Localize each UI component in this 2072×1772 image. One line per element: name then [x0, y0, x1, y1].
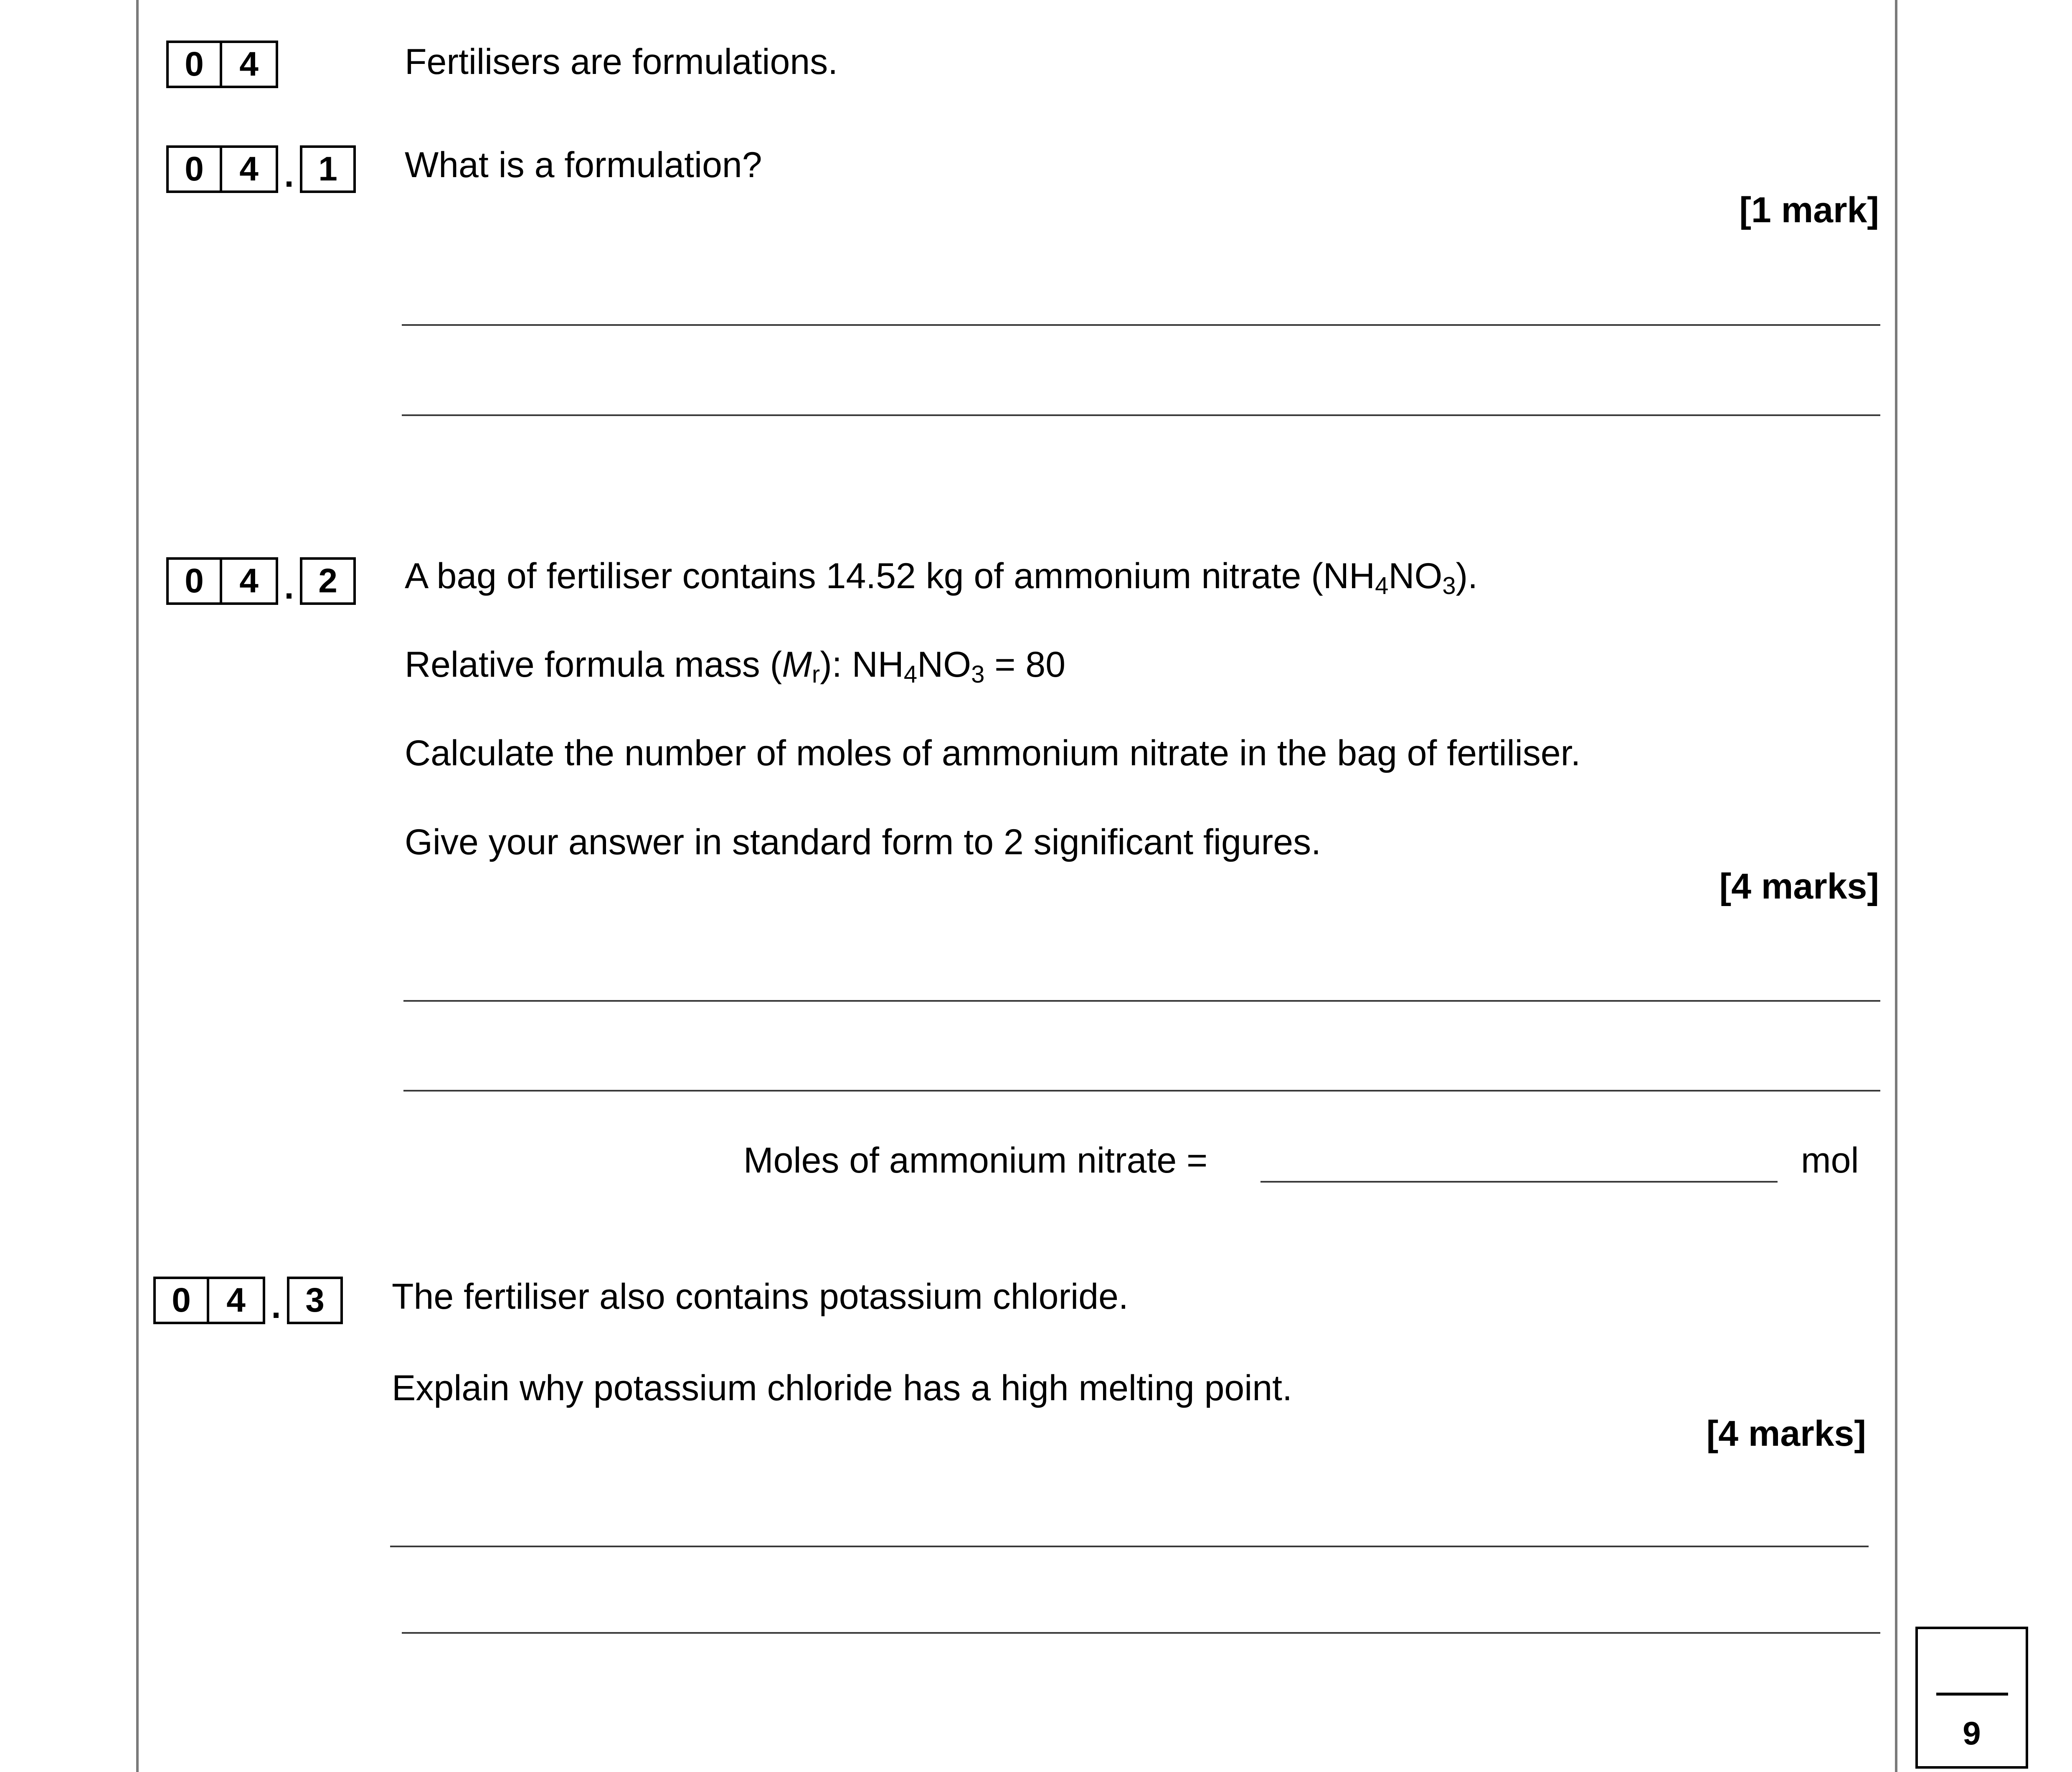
- text-segment: Relative formula mass (: [405, 645, 782, 685]
- score-divider: [1936, 1693, 2008, 1696]
- text-segment: ): NH: [820, 645, 904, 685]
- question-04-2-marks: [4 marks]: [1719, 866, 1879, 906]
- text-segment: A bag of fertiliser contains 14.52 kg of ammonium nitrate (NH: [405, 556, 1375, 596]
- question-part-digit: 2: [300, 557, 356, 605]
- answer-unit: mol: [1801, 1140, 1859, 1180]
- text-segment: NO: [917, 645, 971, 685]
- question-digit: 4: [209, 1277, 265, 1324]
- question-number-04: [166, 41, 278, 88]
- question-04-2-line2: [405, 645, 1066, 688]
- question-04-3-line1: The fertiliser also contains potassium chloride.: [392, 1277, 1129, 1317]
- subscript: 4: [903, 661, 918, 688]
- question-digit: 4: [222, 41, 278, 88]
- italic-symbol: M: [782, 645, 812, 685]
- text-segment: NO: [1388, 556, 1443, 596]
- question-04-3-line2: Explain why potassium chloride has a high melting point.: [392, 1368, 1292, 1408]
- question-digit: 4: [222, 557, 278, 605]
- answer-line[interactable]: [390, 1546, 1869, 1547]
- question-04-intro: Fertilisers are formulations.: [405, 42, 838, 82]
- question-04-2-line3: Calculate the number of moles of ammonium nitrate in the bag of fertiliser.: [405, 733, 1581, 773]
- question-digit: 0: [153, 1277, 209, 1324]
- answer-line[interactable]: [402, 414, 1880, 416]
- answer-line[interactable]: [403, 1090, 1880, 1092]
- right-margin-line: [1895, 0, 1897, 1772]
- question-digit: 4: [222, 145, 278, 193]
- answer-input-line[interactable]: [1260, 1181, 1778, 1183]
- subscript: r: [812, 661, 820, 688]
- answer-line[interactable]: [402, 1632, 1880, 1634]
- question-04-2-line4: Give your answer in standard form to 2 significant figures.: [405, 822, 1321, 862]
- question-digit: 0: [166, 41, 222, 88]
- question-separator: .: [271, 1286, 281, 1325]
- question-digit: 0: [166, 145, 222, 193]
- subscript: 4: [1375, 572, 1389, 599]
- question-part-digit: 3: [287, 1277, 343, 1324]
- page-score-total: 9: [1963, 1715, 1981, 1752]
- answer-line[interactable]: [402, 324, 1880, 326]
- answer-line[interactable]: [403, 1000, 1880, 1002]
- answer-label: Moles of ammonium nitrate =: [743, 1140, 1208, 1180]
- subscript: 3: [971, 661, 985, 688]
- question-04-1-marks: [1 mark]: [1739, 190, 1879, 230]
- question-number-04-2: [166, 557, 356, 605]
- question-separator: .: [284, 567, 294, 606]
- question-number-04-1: [166, 145, 356, 193]
- page-score-box: [1915, 1627, 2028, 1769]
- subscript: 3: [1442, 572, 1456, 599]
- question-part-digit: 1: [300, 145, 356, 193]
- question-separator: .: [284, 155, 294, 194]
- question-04-2-line1: [405, 556, 1478, 599]
- question-digit: 0: [166, 557, 222, 605]
- text-segment: ).: [1456, 556, 1478, 596]
- left-margin-line: [136, 0, 139, 1772]
- question-04-3-marks: [4 marks]: [1706, 1414, 1866, 1454]
- question-04-1-text: What is a formulation?: [405, 145, 762, 185]
- question-number-04-3: [153, 1277, 343, 1324]
- text-segment: = 80: [984, 645, 1066, 685]
